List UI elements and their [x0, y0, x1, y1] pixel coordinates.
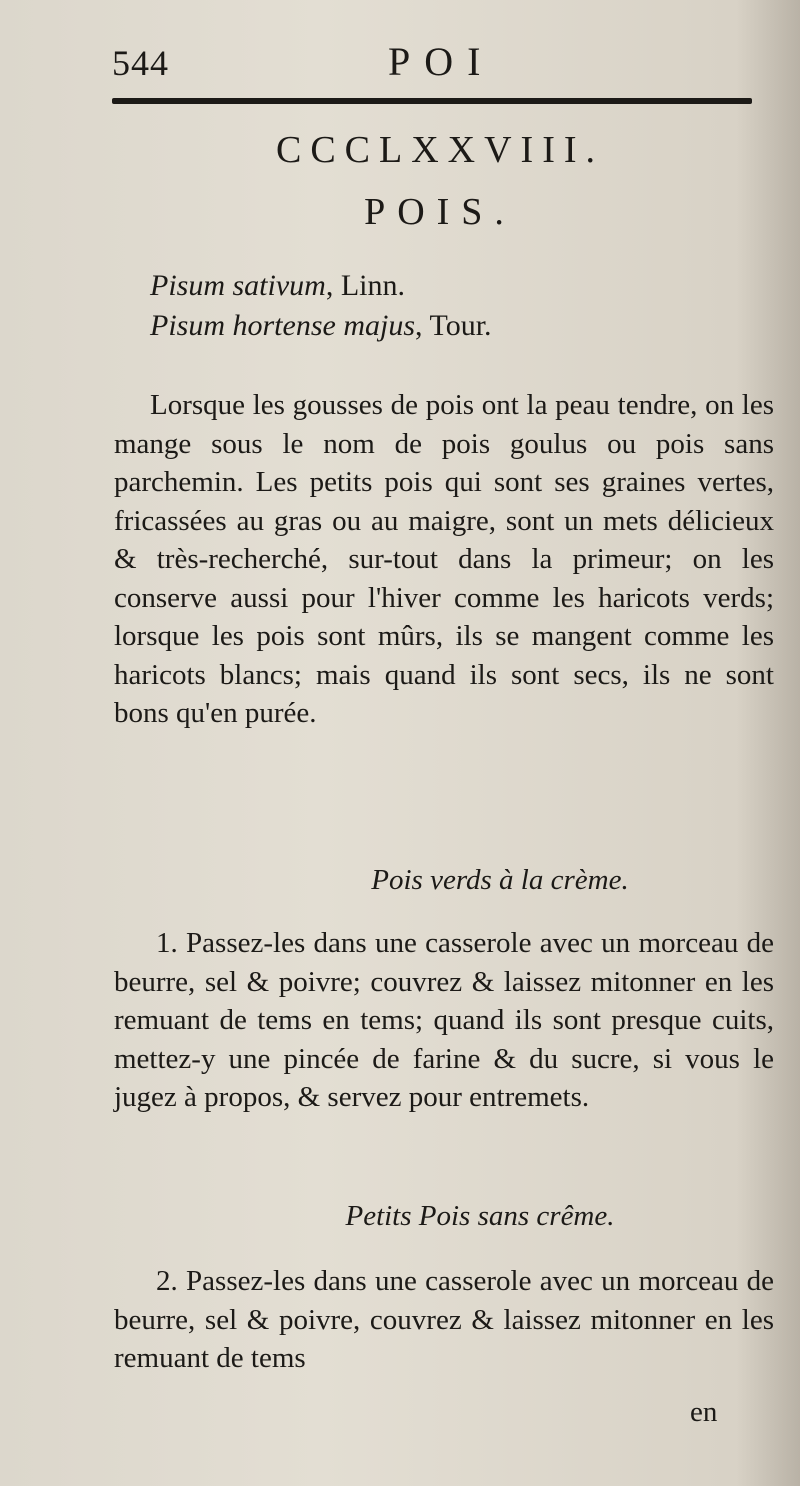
- recipe-paragraph: 1. Passez-les dans une casserole avec un morceau de beurre, sel & poivre; couvrez & laissez mitonner en les remuant de tems en tems; quand ils sont presque cuits, mettez-y une pincée de farine & du sucre, si vous le jugez à propos, & servez pour entremets.: [114, 927, 774, 1113]
- recipe-title: Petits Pois sans crême.: [345, 1200, 615, 1232]
- entry-number: CCCLXXVIII.: [275, 129, 605, 171]
- synonym-latin-name: Pisum hortense majus: [150, 309, 415, 342]
- catchword: en: [690, 1396, 718, 1428]
- header-rule: [112, 98, 752, 104]
- botanical-synonyms: [150, 266, 492, 346]
- recipe-title: Pois verds à la crème.: [371, 864, 629, 896]
- entry-title: POIS.: [364, 191, 516, 233]
- running-title: POI: [388, 39, 495, 84]
- synonym-latin-name: Pisum sativum: [150, 269, 326, 302]
- page-number: 544: [112, 43, 169, 83]
- synonym-line: [150, 266, 492, 306]
- synonym-author: , Linn.: [325, 269, 405, 302]
- synonym-author: , Tour.: [415, 309, 492, 342]
- synonym-line: [150, 306, 492, 346]
- intro-paragraph: Lorsque les gousses de pois ont la peau tendre, on les mange sous le nom de pois goulus ou pois sans parchemin. Les petits pois qui sont ses graines vertes, fricassées au gras ou au maigre, sont un mets délicieux & très-recherché, sur-tout dans la primeur; on les conserve aussi pour l'hiver comme les haricots verds; lorsque les pois sont mûrs, ils se mangent comme les haricots blancs; mais quand ils sont secs, ils ne sont bons qu'en purée.: [114, 389, 774, 729]
- running-head: [112, 38, 752, 108]
- recipe-paragraph: 2. Passez-les dans une casserole avec un morceau de beurre, sel & poivre, couvrez & laissez mitonner en les remuant de tems: [114, 1265, 774, 1374]
